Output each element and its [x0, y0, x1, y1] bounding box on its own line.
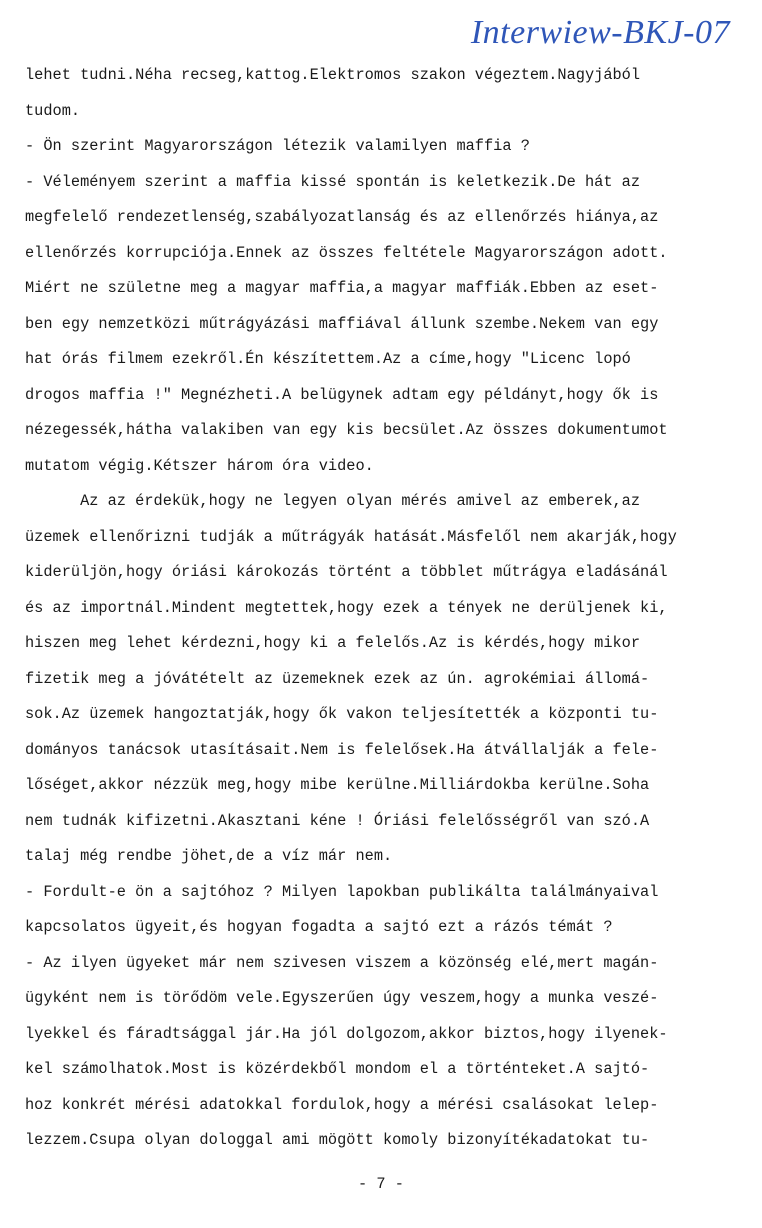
- document-title: Interwiew-BKJ-07: [470, 14, 730, 51]
- text-line: ellenőrzés korrupciója.Ennek az összes feltétele Magyarországon adott.: [25, 243, 668, 262]
- text-line: kiderüljön,hogy óriási károkozás történt a többlet műtrágya eladásánál: [25, 563, 668, 581]
- text-line: üzemek ellenőrizni tudják a műtrágyák hatását.Másfelől nem akarják,hogy: [25, 527, 677, 546]
- text-line: megfelelő rendezetlenség,szabályozatlanság és az ellenőrzés hiánya,az: [25, 208, 659, 226]
- text-line: ben egy nemzetközi műtrágyázási maffiával állunk szembe.Nekem van egy: [25, 314, 659, 333]
- text-line: Az az érdekük,hogy ne legyen olyan mérés amivel az emberek,az: [25, 492, 641, 510]
- text-line: sok.Az üzemek hangoztatják,hogy ők vakon teljesítették a központi tu-: [25, 705, 659, 723]
- text-line: lyekkel és fáradtsággal jár.Ha jól dolgozom,akkor biztos,hogy ilyenek-: [25, 1024, 668, 1043]
- text-line: - Az ilyen ügyeket már nem szivesen viszem a közönség elé,mert magán-: [25, 953, 659, 972]
- text-line: lehet tudni.Néha recseg,kattog.Elektromos szakon végeztem.Nagyjából: [25, 66, 641, 84]
- text-line: - Véleményem szerint a maffia kissé spontán is keletkezik.De hát az: [25, 172, 641, 191]
- text-line: tudom.: [25, 101, 81, 120]
- text-line: hat órás filmem ezekről.Én készítettem.Az a címe,hogy "Licenc lopó: [25, 350, 631, 368]
- text-line: fizetik meg a jóvátételt az üzemeknek ezek az ún. agrokémiai állomá-: [25, 669, 650, 688]
- text-line: drogos maffia !" Megnézheti.A belügynek adtam egy példányt,hogy ők is: [25, 385, 659, 404]
- text-line: ügyként nem is törődöm vele.Egyszerűen úgy veszem,hogy a munka veszé-: [25, 989, 659, 1007]
- text-line: talaj még rendbe jöhet,de a víz már nem.: [25, 847, 393, 865]
- text-line: hiszen meg lehet kérdezni,hogy ki a felelős.Az is kérdés,hogy mikor: [25, 634, 641, 652]
- text-line: kapcsolatos ügyeit,és hogyan fogadta a sajtó ezt a rázós témát ?: [25, 918, 613, 936]
- text-line: és az importnál.Mindent megtettek,hogy ezek a tények ne derüljenek ki,: [25, 598, 668, 617]
- text-line: nem tudnák kifizetni.Akasztani kéne ! Óriási felelősségről van szó.A: [25, 811, 650, 830]
- text-line: dományos tanácsok utasításait.Nem is felelősek.Ha átvállalják a fele-: [25, 740, 659, 759]
- text-line: lőséget,akkor nézzük meg,hogy mibe kerülne.Milliárdokba kerülne.Soha: [25, 776, 650, 794]
- typewritten-text: [25, 58, 740, 1159]
- text-line: Miért ne születne meg a magyar maffia,a magyar maffiák.Ebben az eset-: [25, 279, 659, 297]
- page-number: - 7 -: [358, 1175, 404, 1193]
- text-line: kel számolhatok.Most is közérdekből mondom el a történteket.A sajtó-: [25, 1060, 650, 1078]
- text-line: - Ön szerint Magyarországon létezik valamilyen maffia ?: [25, 137, 530, 155]
- text-line: nézegessék,hátha valakiben van egy kis becsület.Az összes dokumentumot: [25, 421, 668, 439]
- text-line: mutatom végig.Kétszer három óra video.: [25, 456, 374, 475]
- text-line: - Fordult-e ön a sajtóhoz ? Milyen lapokban publikálta találmányaival: [25, 882, 659, 901]
- text-line: hoz konkrét mérési adatokkal fordulok,hogy a mérési csalásokat lelep-: [25, 1095, 659, 1114]
- text-line: lezzem.Csupa olyan dologgal ami mögött komoly bizonyítékadatokat tu-: [25, 1131, 650, 1149]
